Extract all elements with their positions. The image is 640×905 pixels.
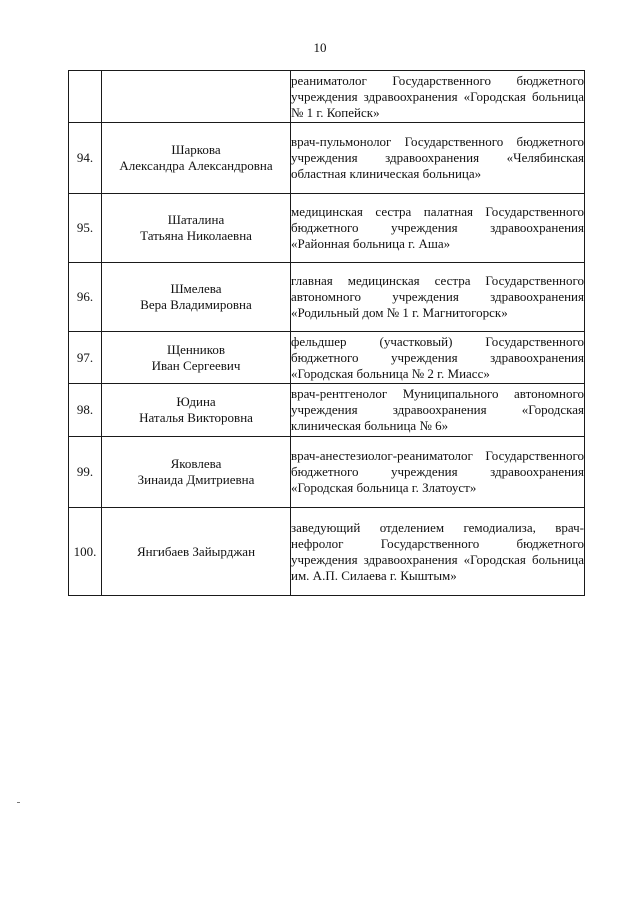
table-row	[69, 437, 585, 508]
table-row	[69, 263, 585, 332]
person-surname: Шаталина	[167, 212, 225, 227]
person-position: фельдшер (участковый) Государственного бюджетного учреждения здравоохранения «Городская больница № 2 г. Миасс»	[291, 332, 585, 384]
person-name	[102, 71, 291, 123]
person-surname: Шмелева	[170, 281, 222, 296]
person-position: заведующий отделением гемодиализа, врач-нефролог Государственного бюджетного учреждения здравоохранения «Городская больница им. А.П. Силаева г. Кыштым»	[291, 508, 585, 596]
table-row	[69, 508, 585, 596]
person-name	[102, 508, 291, 596]
person-given-names: Вера Владимировна	[140, 297, 252, 312]
person-name	[102, 332, 291, 384]
person-name	[102, 123, 291, 194]
row-number: 97.	[69, 332, 102, 384]
scan-speck	[17, 802, 20, 803]
person-given-names: Татьяна Николаевна	[140, 228, 252, 243]
person-surname: Яковлева	[170, 456, 222, 471]
person-surname: Янгибаев Зайырджан	[136, 543, 256, 559]
person-position: медицинская сестра палатная Государственного бюджетного учреждения здравоохранения «Районная больница г. Аша»	[291, 194, 585, 263]
person-given-names: Наталья Викторовна	[139, 410, 253, 425]
person-name	[102, 437, 291, 508]
person-given-names: Александра Александровна	[119, 158, 273, 173]
table-row	[69, 71, 585, 123]
person-given-names: Иван Сергеевич	[151, 357, 241, 373]
table-row	[69, 384, 585, 437]
person-position: врач-анестезиолог-реаниматолог Государственного бюджетного учреждения здравоохранения «Городская больница г. Златоуст»	[291, 437, 585, 508]
person-position: реаниматолог Государственного бюджетного учреждения здравоохранения «Городская больница № 1 г. Копейск»	[291, 71, 585, 123]
table-row	[69, 123, 585, 194]
person-position: врач-пульмонолог Государственного бюджетного учреждения здравоохранения «Челябинская областная клиническая больница»	[291, 123, 585, 194]
person-name	[102, 194, 291, 263]
row-number: 100.	[69, 508, 102, 596]
person-name	[102, 384, 291, 437]
person-surname: Юдина	[176, 394, 216, 409]
table-row	[69, 332, 585, 384]
person-position: врач-рентгенолог Муниципального автономного учреждения здравоохранения «Городская клиническая больница № 6»	[291, 384, 585, 437]
person-position: главная медицинская сестра Государственного автономного учреждения здравоохранения «Родильный дом № 1 г. Магнитогорск»	[291, 263, 585, 332]
row-number: 96.	[69, 263, 102, 332]
table-row	[69, 194, 585, 263]
row-number: 94.	[69, 123, 102, 194]
row-number: 98.	[69, 384, 102, 437]
page-number: 10	[313, 40, 327, 55]
awards-table	[68, 70, 585, 596]
person-name	[102, 263, 291, 332]
person-surname: Шаркова	[171, 142, 221, 157]
row-number: 95.	[69, 194, 102, 263]
person-given-names: Зинаида Дмитриевна	[137, 472, 255, 487]
person-surname: Щенников	[166, 341, 226, 357]
row-number: 99.	[69, 437, 102, 508]
row-number	[69, 71, 102, 123]
